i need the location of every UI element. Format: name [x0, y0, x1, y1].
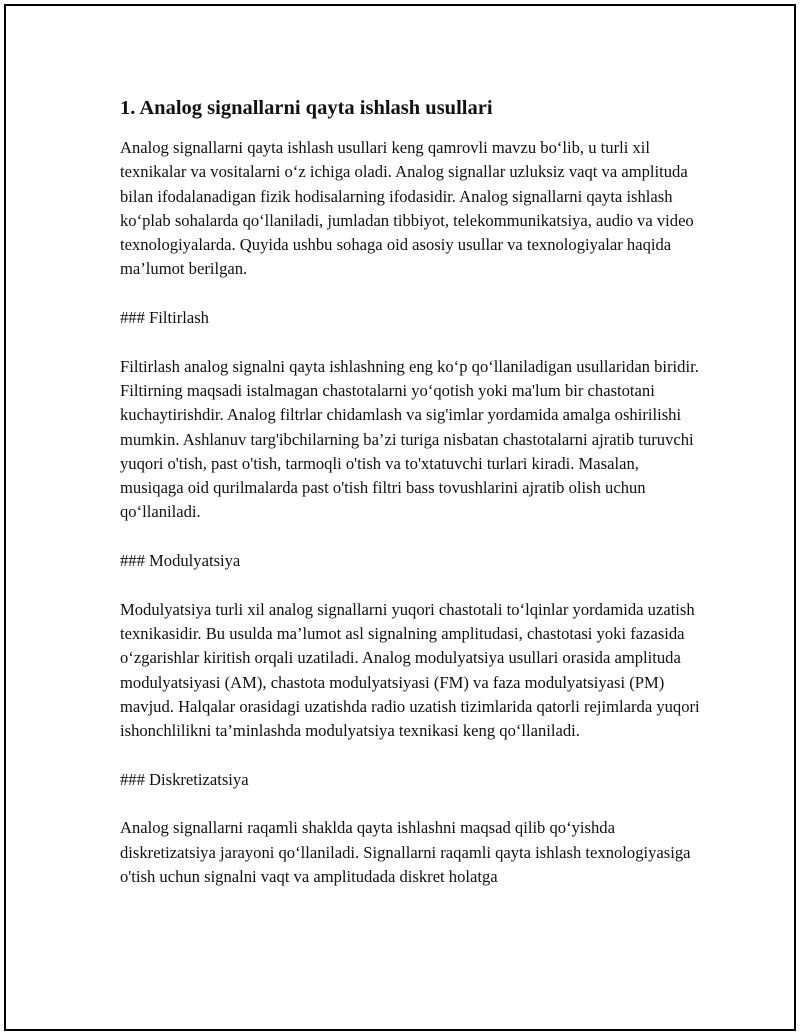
page-frame — [4, 4, 796, 1031]
section-body-modulyatsiya: Modulyatsiya turli xil analog signallarni yuqori chastotali to‘lqinlar yordamida uzatish texnikasidir. Bu usulda ma’lumot asl signalning amplitudasi, chastotasi yoki fazasida o‘zgarishlar kiritish orqali uzatiladi. Analog modulyatsiya usullari orasida amplituda modulyatsiyasi (AM), chastota modulyatsiyasi (FM) va faza modulyatsiyasi (PM) mavjud. Halqalar orasidagi uzatishda radio uzatish tizimlarida qatorli rejimlarda yuqori ishonchlilikni ta’minlashda modulyatsiya texnikasi keng qo‘llaniladi. — [120, 599, 700, 741]
section-heading-diskretizatsiya: ### Diskretizatsiya — [120, 769, 249, 789]
intro-paragraph: Analog signallarni qayta ishlash usullari keng qamrovli mavzu bo‘lib, u turli xil texnikalar va vositalarni o‘z ichiga oladi. Analog signallar uzluksiz vaqt va amplituda bilan ifodalanadigan fizik hodisalarning ifodasidir. Analog signallarni qayta ishlash ko‘plab sohalarda qo‘llaniladi, jumladan tibbiyot, telekommunikatsiya, audio va video texnologiyalarda. Quyida ushbu sohaga oid asosiy usullar va texnologiyalar haqida ma’lumot berilgan. — [120, 138, 694, 279]
section-body-filtirlash: Filtirlash analog signalni qayta ishlashning eng ko‘p qo‘llaniladigan usullaridan biridir. Filtirning maqsadi istalmagan chastotalarni yo‘qotish yoki ma'lum bir chastotani kuchaytirishdir. Analog filtrlar chidamlash va sig'imlar yordamida amalga oshirilishi mumkin. Ashlanuv targ'ibchilarning ba’zi turiga nisbatan chastotalarni ajratib turuvchi yuqori o'tish, past o'tish, tarmoqli o'tish va to'xtatuvchi turlari kiradi. Masalan, musiqaga oid qurilmalarda past o'tish filtri bass tovushlarini ajratib olish uchun qo‘llaniladi. — [120, 356, 699, 522]
section-heading-filtirlash: ### Filtirlash — [120, 308, 209, 328]
section-body-diskretizatsiya: Analog signallarni raqamli shaklda qayta ishlashni maqsad qilib qo‘yishda diskretizatsiya jarayoni qo‘llaniladi. Signallarni raqamli qayta ishlash texnologiyasiga o'tish uchun signalni vaqt va amplitudada diskret holatga — [120, 818, 691, 886]
section-heading-modulyatsiya: ### Modulyatsiya — [120, 551, 241, 571]
document-heading: 1. Analog signallarni qayta ishlash usullari — [120, 97, 493, 119]
document-content — [120, 94, 700, 889]
